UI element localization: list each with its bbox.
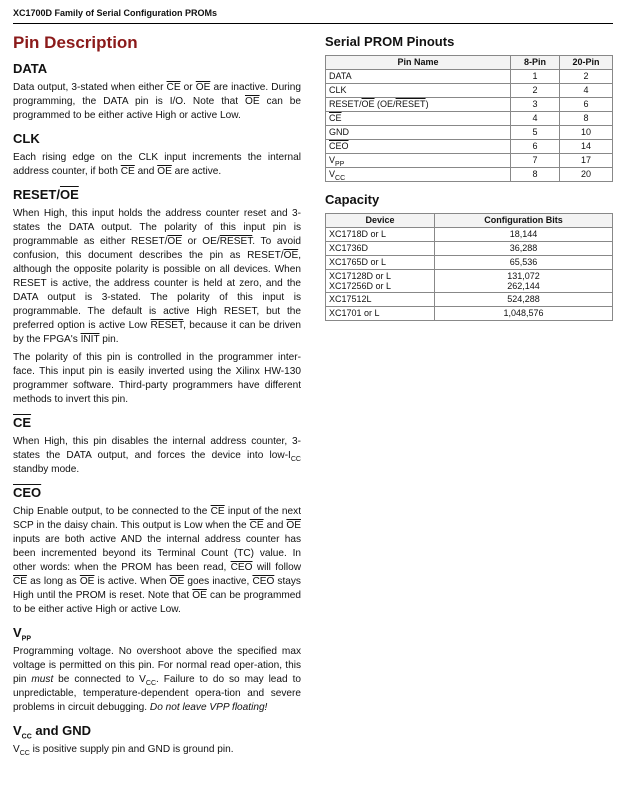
vpp-pin-title: $V_{PP}$ bbox=[13, 625, 32, 643]
pin-8: 7 bbox=[511, 154, 560, 168]
ce-pin-text: When High, this pin disables the internal address counter, 3-states the DATA output, and forces the device into low-$I_{CC}$ standby mode. bbox=[13, 436, 301, 475]
table-row bbox=[326, 70, 613, 84]
pin-8: 4 bbox=[511, 112, 560, 126]
config-bits: 18,144 bbox=[435, 228, 613, 242]
column-header: Configuration Bits bbox=[435, 214, 613, 228]
pin-name: GND bbox=[326, 126, 511, 140]
clk-pin-text: Each rising edge on the CLK input increments the internal address counter, if both $\overline{CE}$ and $\overline{OE}$ are active. bbox=[13, 152, 301, 177]
column-header: 8-Pin bbox=[511, 56, 560, 70]
reset-polarity-text: The polarity of this pin is controlled in the programmer inter-face. This input pin is easily inverted using the Xilinx HW-130 programmer software. Third-party programmers have different methods to invert this pin. bbox=[13, 352, 301, 405]
config-bits: 131,072 262,144 bbox=[435, 270, 613, 293]
pin-20: 4 bbox=[560, 84, 613, 98]
pin-20: 17 bbox=[560, 154, 613, 168]
pin-8: 1 bbox=[511, 70, 560, 84]
column-header: Device bbox=[326, 214, 435, 228]
pinouts-table bbox=[325, 55, 613, 182]
table-row bbox=[326, 293, 613, 307]
table-header-row bbox=[326, 214, 613, 228]
pin-8: 8 bbox=[511, 168, 560, 182]
pinouts-title: Serial PROM Pinouts bbox=[325, 34, 455, 49]
vpp-pin-text: Programming voltage. No overshoot above the specified max voltage is permitted on this pin. For normal read oper-ation, this pin must be connected to $V_{CC}$. Failure to do so may lead to unpredictable, temperature-dependent opera-tion and severe problems in circuit debugging. Do not leave VPP floating! bbox=[13, 646, 301, 713]
reset-pin-text: When High, this input holds the address counter reset and 3-states the DATA output. The polarity of this input pin is programmable as either RESET/$\overline{OE}$ or OE/RESET. To avoid confusion, this document describes the pin as RESET/$\overline{OE}$, although the opposite polarity is possible on all devices. When RESET is active, the address counter is held at zero, and the DATA output is 3-stated. The polarity of this input is programmable. The default is active High RESET, but the preferred option is active Low RESET, because it can be driven by the FPGA's INIT pin. bbox=[13, 208, 302, 345]
vcc-gnd-text: $V_{CC}$ is positive supply pin and GND is ground pin. bbox=[13, 744, 234, 758]
pin-name: $\overline{CE}$ bbox=[326, 112, 511, 126]
vcc-gnd-title: $V_{CC}$ and GND bbox=[13, 723, 92, 741]
pin-description-column bbox=[13, 33, 301, 761]
table-row bbox=[326, 270, 613, 293]
table-row bbox=[326, 242, 613, 256]
ceo-pin-title: CEO bbox=[13, 485, 42, 500]
device-name: XC17512L bbox=[326, 293, 435, 307]
config-bits: 1,048,576 bbox=[435, 307, 613, 321]
pin-20: 14 bbox=[560, 140, 613, 154]
pin-name: $V_{CC}$ bbox=[326, 168, 511, 182]
pin-8: 5 bbox=[511, 126, 560, 140]
pin-8: 3 bbox=[511, 98, 560, 112]
tables-column bbox=[325, 34, 613, 321]
pin-20: 6 bbox=[560, 98, 613, 112]
pin-name: DATA bbox=[326, 70, 511, 84]
table-header-row bbox=[326, 56, 613, 70]
pin-20: 10 bbox=[560, 126, 613, 140]
table-row bbox=[326, 140, 613, 154]
device-name: XC1765D or L bbox=[326, 256, 435, 270]
pin-20: 2 bbox=[560, 70, 613, 84]
pin-name: $\overline{CEO}$ bbox=[326, 140, 511, 154]
data-pin-text: Data output, 3-stated when either $\overline{CE}$ or $\overline{OE}$ are inactive. During programming, the DATA pin is I/O. Note that $\overline{OE}$ can be programmed to be either active High or active Low. bbox=[13, 82, 302, 121]
column-header: Pin Name bbox=[326, 56, 511, 70]
pin-description-heading: Pin Description bbox=[13, 33, 138, 52]
data-pin-title: DATA bbox=[13, 61, 48, 76]
device-name: XC1718D or L bbox=[326, 228, 435, 242]
pin-20: 8 bbox=[560, 112, 613, 126]
clk-pin-title: CLK bbox=[13, 131, 40, 146]
pin-8: 2 bbox=[511, 84, 560, 98]
device-name: XC17128D or L XC17256D or L bbox=[326, 270, 435, 293]
table-row bbox=[326, 98, 613, 112]
config-bits: 36,288 bbox=[435, 242, 613, 256]
config-bits: 65,536 bbox=[435, 256, 613, 270]
ceo-pin-text: Chip Enable output, to be connected to the $\overline{CE}$ input of the next SCP in the daisy chain. This output is Low when the $\overline{CE}$ and $\overline{OE}$ inputs are both active AND the internal address counter has been incremented beyond its Terminal Count (TC) value. In other words: when the PROM has been read, $\overline{CEO}$ will follow $\overline{CE}$ as long as $\overline{OE}$ is active. When $\overline{OE}$ goes inactive, $\overline{CEO}$ stays High until the PROM is reset. Note that $\overline{OE}$ can be programmed to be either active High or active Low. bbox=[13, 506, 301, 615]
device-name: XC1736D bbox=[326, 242, 435, 256]
table-row bbox=[326, 112, 613, 126]
table-row bbox=[326, 307, 613, 321]
pin-8: 6 bbox=[511, 140, 560, 154]
table-row bbox=[326, 228, 613, 242]
reset-pin-title: RESET/OE bbox=[13, 187, 79, 202]
column-header: 20-Pin bbox=[560, 56, 613, 70]
pin-20: 20 bbox=[560, 168, 613, 182]
table-row bbox=[326, 126, 613, 140]
device-name: XC1701 or L bbox=[326, 307, 435, 321]
page-header bbox=[13, 3, 613, 24]
pin-name: $V_{PP}$ bbox=[326, 154, 511, 168]
pin-name: RESET/$\overline{OE}$ (OE/RESET) bbox=[326, 98, 511, 112]
document-title: XC1700D Family of Serial Configuration PROMs bbox=[13, 8, 218, 18]
table-row bbox=[326, 84, 613, 98]
table-row bbox=[326, 168, 613, 182]
ce-pin-title: CE bbox=[13, 415, 32, 430]
table-row bbox=[326, 154, 613, 168]
config-bits: 524,288 bbox=[435, 293, 613, 307]
capacity-title: Capacity bbox=[325, 192, 380, 207]
pin-name: CLK bbox=[326, 84, 511, 98]
table-row bbox=[326, 256, 613, 270]
capacity-table bbox=[325, 213, 613, 321]
